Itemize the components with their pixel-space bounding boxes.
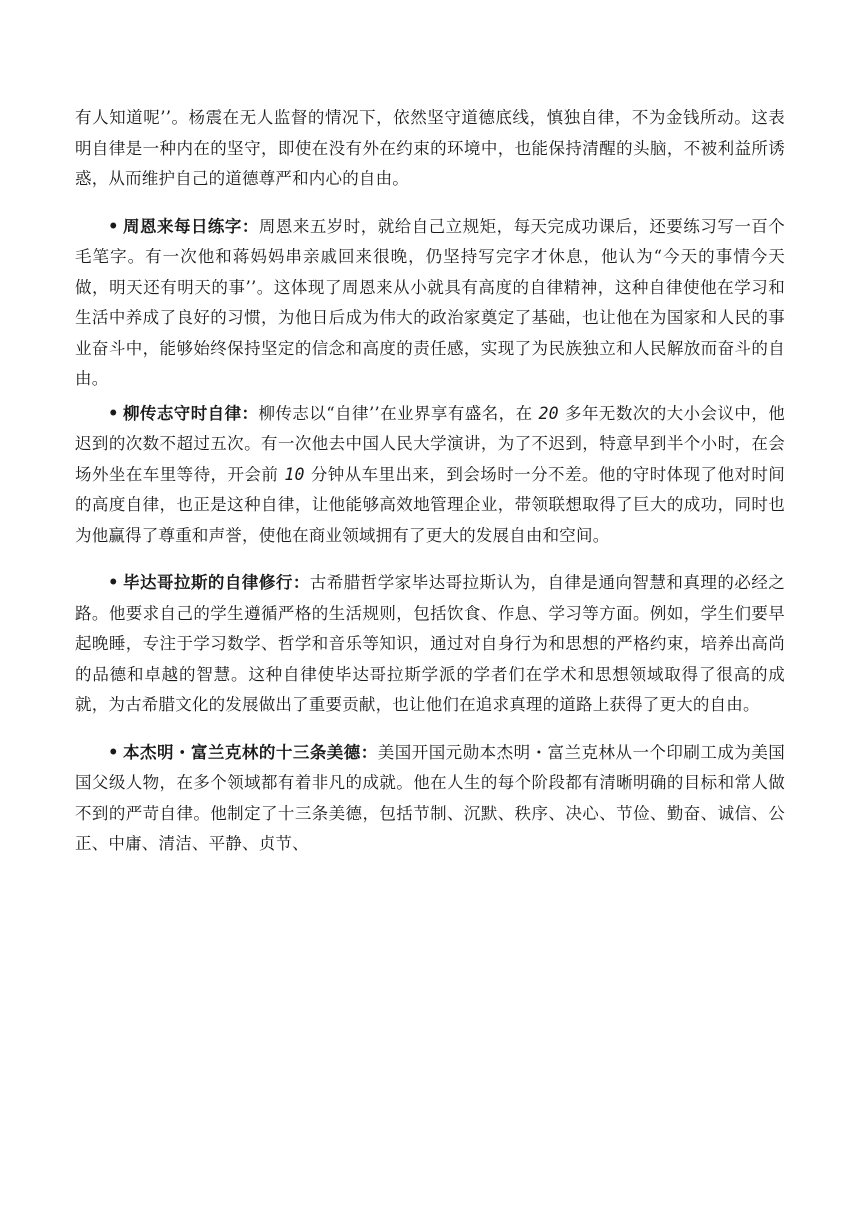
bullet-icon: • xyxy=(108,742,119,762)
section-title-franklin: 本杰明・富兰克林的十三条美德： xyxy=(122,742,378,762)
section-text-liu-chuanzhi-a: 柳传志以“自律’’在业界享有盛名，在 xyxy=(258,403,533,423)
section-text-liu-chuanzhi-b: 多年无数次的大小会议中，他迟到的次数不超过五次。有一次他去中国人民大学演讲，为了不迟到，特意早到半个小时，在会场外坐在车里等待，开会前 xyxy=(75,403,785,484)
section-liu-chuanzhi xyxy=(75,399,785,552)
number-twenty: 20 xyxy=(538,403,559,423)
document-page xyxy=(75,103,785,860)
bullet-icon: • xyxy=(108,403,119,423)
section-text-pythagoras: 古希腊哲学家毕达哥拉斯认为，自律是通向智慧和真理的必经之路。他要求自己的学生遵循严格的生活规则，包括饮食、作息、学习等方面。例如，学生们要早起晚睡，专注于学习数学、哲学和音乐等知识，通过对自身行为和思想的严格约束，培养出高尚的品德和卓越的智慧。这种自律使毕达哥拉斯学派的学者们在学术和思想领域取得了很高的成就，为古希腊文化的发展做出了重要贡献，也让他们在追求真理的道路上获得了更大的自由。 xyxy=(75,573,786,714)
section-pythagoras xyxy=(75,568,785,721)
section-title-pythagoras: 毕达哥拉斯的自律修行： xyxy=(122,573,310,592)
intro-paragraph: 有人知道呢’’。杨震在无人监督的情况下，依然坚守道德底线，慎独自律，不为金钱所动。这表明自律是一种内在的坚守，即使在没有外在约束的环境中，也能保持清醒的头脑，不被利益所诱惑，从而维护自己的道德尊严和内心的自由。 xyxy=(75,108,785,188)
bullet-icon: • xyxy=(108,573,119,592)
section-text-franklin: 美国开国元勋本杰明・富兰克林从一个印刷工成为美国国父级人物，在多个领域都有着非凡的成就。他在人生的每个阶段都有清晰明确的目标和常人做不到的严苛自律。他制定了十三条美德，包括节制、沉默、秩序、决心、节俭、勤奋、诚信、公正、中庸、清洁、平静、贞节、 xyxy=(75,742,786,853)
section-text-liu-chuanzhi-c: 分钟从车里出来，到会场时一分不差。他的守时体现了他对时间的高度自律，也正是这种自律，让他能够高效地管理企业，带领联想取得了巨大的成功，同时也为他赢得了尊重和声誉，使他在商业领域拥有了更大的发展自由和空间。 xyxy=(75,464,785,545)
number-ten: 10 xyxy=(284,464,305,484)
section-title-liu-chuanzhi: 柳传志守时自律： xyxy=(122,403,259,423)
section-franklin xyxy=(75,738,785,860)
section-title-zhou-enlai: 周恩来每日练字： xyxy=(122,216,259,236)
bullet-icon: • xyxy=(108,216,119,236)
section-text-zhou-enlai: 周恩来五岁时，就给自己立规矩，每天完成功课后，还要练习写一百个毛笔字。有一次他和蒋妈妈串亲戚回来很晚，仍坚持写完字才休息，他认为“今天的事情今天做，明天还有明天的事’’。这体现了周恩来从小就具有高度的自律精神，这种自律使他在学习和生活中养成了良好的习惯，为他日后成为伟大的政治家奠定了基础，也让他在为国家和人民的事业奋斗中，能够始终保持坚定的信念和高度的责任感，实现了为民族独立和人民解放而奋斗的自由。 xyxy=(75,216,785,388)
section-zhou-enlai xyxy=(75,212,785,395)
